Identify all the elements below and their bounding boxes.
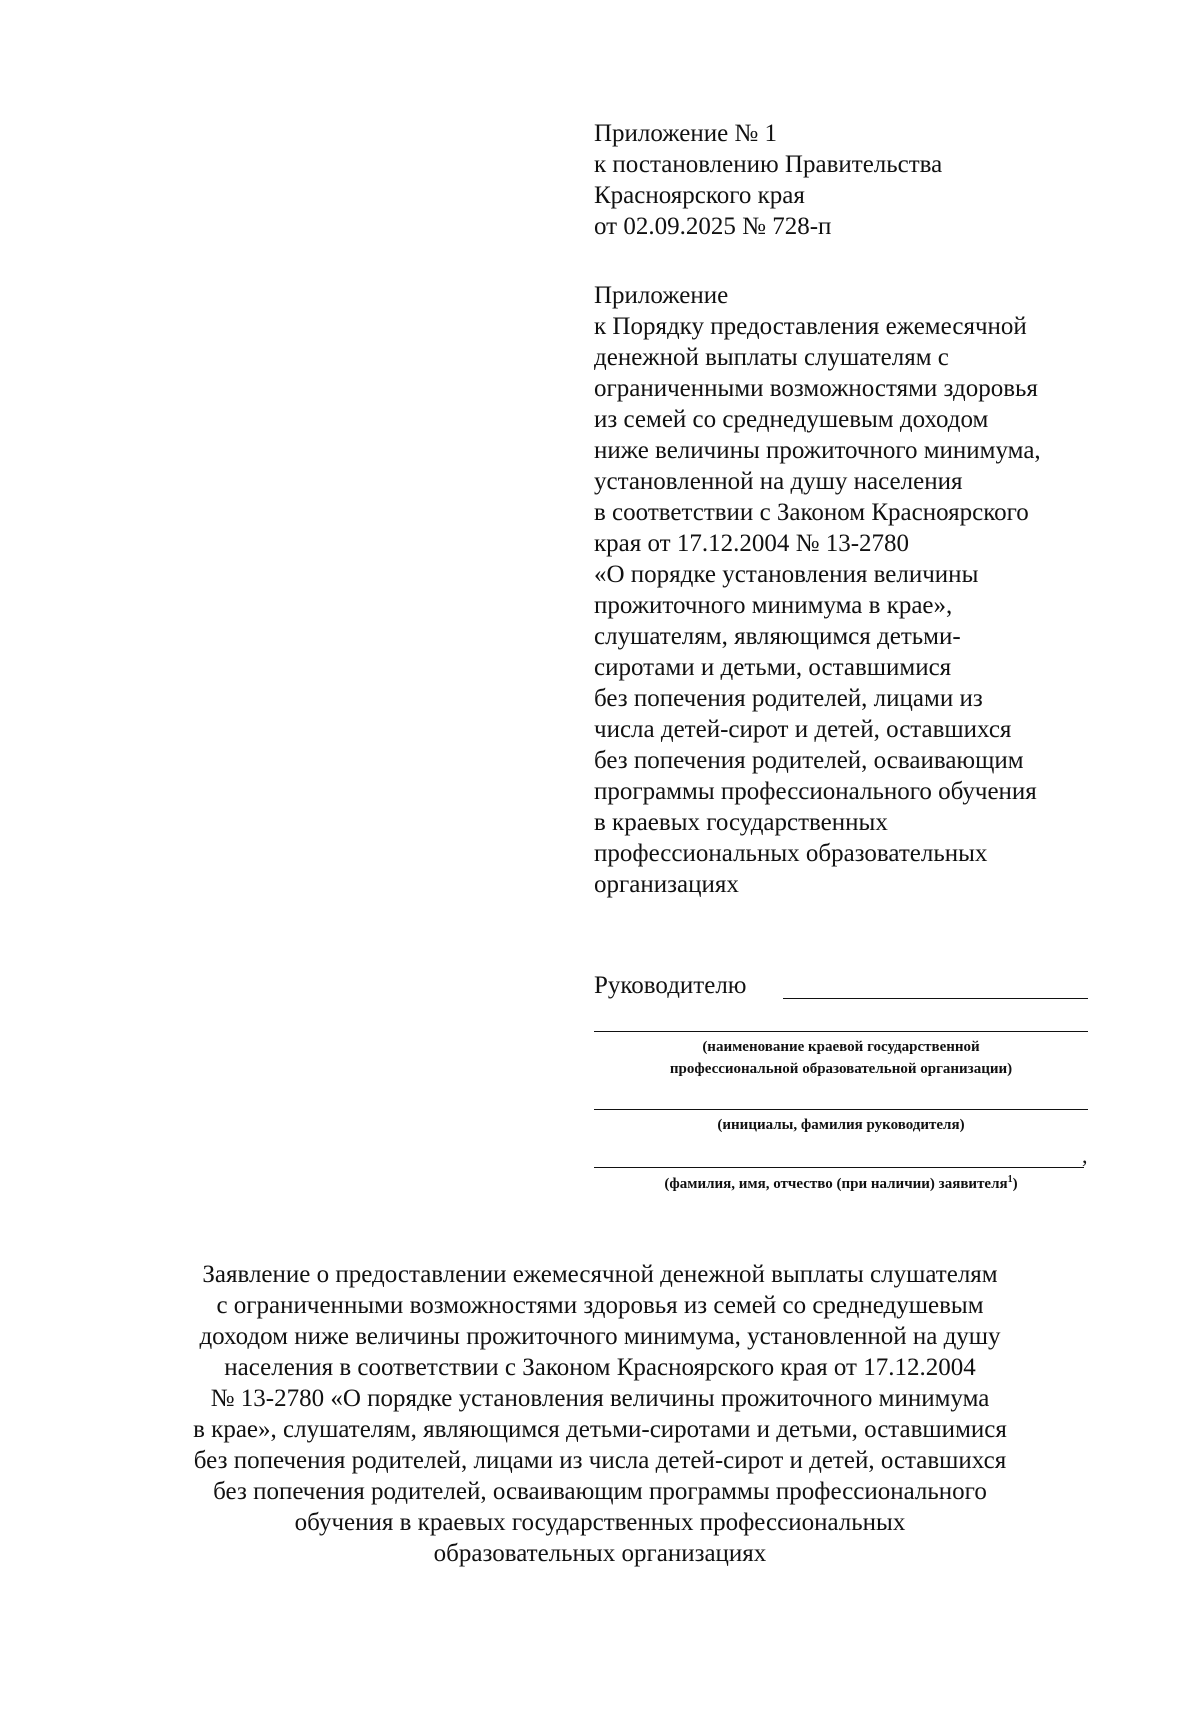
appendix-line: без попечения родителей, осваивающим (594, 747, 1024, 774)
title-line: населения в соответствии с Законом Красноярского края от 17.12.2004 (224, 1354, 976, 1381)
appendix-line: ограниченными возможностями здоровья (594, 375, 1038, 402)
trailing-comma: , (1082, 1143, 1088, 1168)
approval-line: от 02.09.2025 № 728-п (594, 213, 832, 240)
appendix-line: прожиточного минимума в крае», (594, 592, 953, 619)
addressee-label: Руководителю (594, 972, 747, 999)
title-line: доходом ниже величины прожиточного минимума, установленной на душу (199, 1323, 1001, 1350)
organization-caption: профессиональной образовательной организации) (669, 1061, 1013, 1077)
appendix-line: организациях (594, 871, 739, 898)
appendix-line: из семей со среднедушевым доходом (594, 406, 989, 433)
appendix-line: денежной выплаты слушателям с (594, 344, 949, 371)
approval-line: Красноярского края (594, 182, 805, 209)
title-line: без попечения родителей, осваивающим программы профессионального (213, 1478, 987, 1505)
title-line: обучения в краевых государственных профессиональных (294, 1509, 906, 1536)
appendix-line: слушателям, являющимся детьми- (594, 623, 961, 650)
title-line: с ограниченными возможностями здоровья из семей со среднедушевым (216, 1292, 984, 1319)
title-line: в крае», слушателям, являющимся детьми-сиротами и детьми, оставшимися (193, 1416, 1007, 1443)
statement-title (0, 1260, 1200, 1580)
title-line: образовательных организациях (433, 1540, 767, 1567)
appendix-line: числа детей-сирот и детей, оставшихся (594, 716, 1012, 743)
appendix-line: профессиональных образовательных (594, 840, 988, 867)
title-line: без попечения родителей, лицами из числа детей-сирот и детей, оставшихся (193, 1447, 1007, 1474)
approval-line: Приложение № 1 (594, 120, 778, 147)
applicant-caption-text: (фамилия, имя, отчество (при наличии) заявителя (664, 1176, 1008, 1192)
title-line: № 13-2780 «О порядке установления величины прожиточного минимума (210, 1385, 990, 1412)
appendix-line: Приложение (594, 282, 729, 309)
appendix-line: без попечения родителей, лицами из (594, 685, 983, 712)
appendix-line: края от 17.12.2004 № 13-2780 (594, 530, 910, 557)
appendix-line: установленной на душу населения (594, 468, 963, 495)
title-line: Заявление о предоставлении ежемесячной денежной выплаты слушателям (202, 1261, 998, 1288)
appendix-line: к Порядку предоставления ежемесячной (594, 313, 1027, 340)
applicant-name-line (594, 1167, 1084, 1168)
appendix-line: ниже величины прожиточного минимума, (594, 437, 1041, 464)
appendix-line: в соответствии с Законом Красноярского (594, 499, 1029, 526)
approval-line: к постановлению Правительства (594, 151, 943, 178)
head-name-caption: (инициалы, фамилия руководителя) (717, 1117, 965, 1133)
appendix-line: «О порядке установления величины (594, 561, 979, 588)
appendix-line: программы профессионального обучения (594, 778, 1037, 805)
organization-caption: (наименование краевой государственной (702, 1039, 980, 1055)
head-name-line (594, 1109, 1088, 1110)
appendix-line: сиротами и детьми, оставшимися (594, 654, 952, 681)
organization-line (594, 1031, 1088, 1032)
addressee-name-line (783, 998, 1088, 999)
applicant-caption (594, 1175, 1088, 1193)
appendix-line: в краевых государственных (594, 809, 888, 836)
footnote-mark: 1 (1007, 1174, 1013, 1185)
applicant-caption-end: ) (1012, 1176, 1018, 1192)
